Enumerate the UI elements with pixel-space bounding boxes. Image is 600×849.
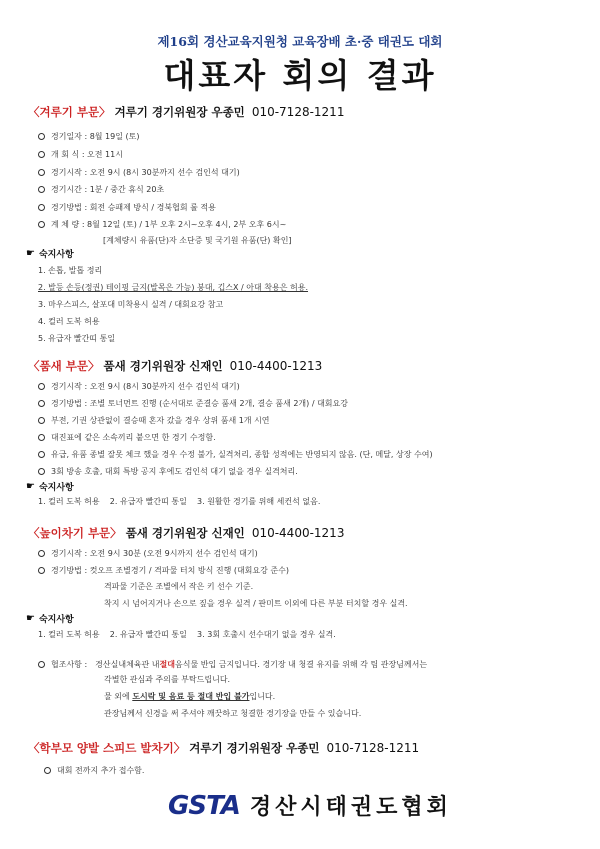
circle-bullet-icon	[38, 468, 45, 475]
circle-bullet-icon	[38, 383, 45, 390]
cooperation-text-red: 절대	[159, 660, 175, 669]
poomsae-item-text: 대진표에 같은 소속끼리 붙으면 한 경기 수정함.	[51, 433, 216, 442]
cooperation-line	[38, 659, 427, 670]
list-item	[38, 381, 240, 392]
list-item	[38, 184, 164, 195]
list-item	[38, 149, 123, 160]
note-item: 4. 컬러 도복 허용	[38, 317, 100, 326]
pointing-hand-icon: ☛	[26, 613, 35, 624]
jump-tag: 〈높이차기 부문〉	[28, 526, 122, 540]
note-item: 3. 마우스피스, 살포대 미착용시 실격 / 대회요강 참고	[38, 300, 224, 309]
jump-section-header	[28, 525, 344, 541]
page-title: 대표자 회의 결과	[163, 56, 437, 95]
sparring-item-text: 개 회 식 : 오전 11시	[51, 150, 123, 159]
cooperation-text-pre: 경산실내체육관 내	[95, 660, 160, 669]
association-name: 경산시태권도협회	[249, 795, 452, 820]
gsta-logo: GSTA	[168, 790, 240, 821]
jump-item-text: 경기시작 : 오전 9시 30분 (오전 9시까지 선수 검인석 대기)	[51, 549, 258, 558]
cooperation-line3-post: 입니다.	[249, 692, 276, 701]
circle-bullet-icon	[44, 767, 51, 774]
poomsae-item-text: 경기시작 : 오전 9시 (8시 30분까지 선수 검인석 대기)	[51, 382, 240, 391]
list-item	[38, 565, 289, 576]
note-item: 1. 컬러 도복 허용 2. 유급자 빨간띠 통일 3. 3회 호출시 선수대기 없을 경우 실격.	[38, 630, 336, 639]
poomsae-section-header	[28, 358, 322, 374]
pointing-hand-icon: ☛	[26, 248, 35, 259]
poomsae-item-text: 부전, 기권 상관없이 결승때 혼자 갔을 경우 상위 품새 1개 시연	[51, 416, 270, 425]
sparring-tag: 〈겨루기 부문〉	[28, 105, 111, 119]
weigh-in-note: [계체량시 유품(단)자 소단증 및 국기원 유품(단) 확인]	[103, 236, 292, 245]
circle-bullet-icon	[38, 186, 45, 193]
list-item	[38, 466, 298, 477]
cooperation-line-4: 관장님께서 신경을 써 주셔야 깨끗하고 청결한 경기장을 만들 수 있습니다.	[104, 709, 362, 718]
parents-tag: 〈학부모 양발 스피드 발차기〉	[28, 741, 186, 755]
list-item	[38, 449, 433, 460]
cooperation-line-3	[104, 691, 275, 702]
list-item	[38, 202, 216, 213]
list-item	[38, 415, 270, 426]
cooperation-line-2: 각별한 관심과 주의를 부탁드립니다.	[104, 675, 231, 684]
list-item	[38, 432, 216, 443]
list-item	[44, 765, 144, 776]
circle-bullet-icon	[38, 567, 45, 574]
sparring-item-text: 경기일자 : 8월 19일 (토)	[51, 132, 140, 141]
note-item: 5. 유급자 빨간띠 통일	[38, 334, 116, 343]
list-item	[38, 398, 348, 409]
poomsae-item-text: 경기방법 : 조별 토너먼트 진행 (순서대로 준결승 품새 2개, 결승 품새 2개) / 대회요강	[51, 399, 348, 408]
circle-bullet-icon	[38, 550, 45, 557]
note-item: 2. 발등 손등(정권) 테이핑 금지(발목은 가능) 붕대, 깁스X / 아대 착용은 허용.	[38, 283, 309, 292]
circle-bullet-icon	[38, 451, 45, 458]
list-item	[38, 131, 139, 142]
sparring-phone: 010-7128-1211	[251, 105, 345, 119]
poomsae-phone: 010-4400-1213	[229, 359, 323, 373]
cooperation-line3-pre: 물 외에	[104, 692, 133, 701]
cooperation-line3-underlined: 도시락 및 음료 등 절대 반입 불가	[132, 692, 250, 701]
poomsae-item-text: 유급, 유품 종별 잘못 체크 했을 경우 수정 불가, 실격처리, 종합 성적에는 반영되지 않음. (단, 메달, 상장 수여)	[51, 450, 433, 459]
circle-bullet-icon	[38, 133, 45, 140]
parents-item-text: 대회 전까지 추가 접수함.	[57, 766, 145, 775]
jump-sub-line: 격파물 기준은 조별에서 작은 키 선수 기준.	[104, 582, 254, 591]
note-item: 1. 컬러 도복 허용 2. 유급자 빨간띠 통일 3. 원활한 경기를 위해 세컨석 없음.	[38, 497, 321, 506]
pointing-hand-icon: ☛	[26, 481, 35, 492]
jump-phone: 010-4400-1213	[251, 526, 345, 540]
footer-logo	[168, 790, 452, 821]
sparring-head: 겨루기 경기위원장 우종민	[114, 105, 245, 119]
poomsae-tag: 〈품새 부문〉	[28, 359, 100, 373]
event-subtitle: 제16회 경산교육지원청 교육장배 초·중 태권도 대회	[157, 34, 443, 49]
sparring-section-header	[28, 104, 344, 120]
circle-bullet-icon	[38, 151, 45, 158]
circle-bullet-icon	[38, 221, 45, 228]
list-item	[38, 548, 258, 559]
poomsae-item-text: 3회 방송 호출, 대회 특방 공지 후에도 검인석 대기 없을 경우 실격처리.	[51, 467, 298, 476]
note-item: 1. 손톱, 발톱 정리	[38, 266, 103, 275]
circle-bullet-icon	[38, 417, 45, 424]
list-item	[38, 167, 240, 178]
poomsae-notes-title: ☛ 숙지사항	[26, 481, 74, 493]
poomsae-head: 품새 경기위원장 신재인	[103, 359, 223, 373]
jump-item-text: 경기방법 : 컷오프 조별경기 / 격파물 터치 방식 진행 (대회요강 준수)	[51, 566, 289, 575]
list-item	[38, 219, 286, 230]
parents-phone: 010-7128-1211	[326, 741, 420, 755]
circle-bullet-icon	[38, 169, 45, 176]
jump-head: 품새 경기위원장 신재인	[125, 526, 245, 540]
sparring-item-text: 경기방법 : 회전 승패제 방식 / 경북협회 룰 적용	[51, 203, 216, 212]
sparring-item-text: 계 체 량 : 8월 12일 (토) / 1부 오후 2시~오후 4시, 2부 오후 6시~	[51, 220, 287, 229]
cooperation-text-post: 음식물 반입 금지입니다. 경기장 내 청결 유지를 위해 각 팀 관장님께서는	[175, 660, 428, 669]
parents-head: 겨루기 경기위원장 우종민	[189, 741, 320, 755]
jump-sub-line: 착지 시 넘어지거나 손으로 짚을 경우 실격 / 판미트 이외에 다른 부분 터치할 경우 실격.	[104, 599, 408, 608]
circle-bullet-icon	[38, 400, 45, 407]
circle-bullet-icon	[38, 204, 45, 211]
sparring-item-text: 경기시작 : 오전 9시 (8시 30분까지 선수 검인석 대기)	[51, 168, 240, 177]
circle-bullet-icon	[38, 661, 45, 668]
parents-section-header	[28, 740, 419, 756]
circle-bullet-icon	[38, 434, 45, 441]
sparring-item-text: 경기시간 : 1분 / 중간 휴식 20초	[51, 185, 165, 194]
cooperation-label: 협조사항 :	[51, 660, 88, 669]
sparring-notes-title: ☛ 숙지사항	[26, 248, 74, 260]
jump-notes-title: ☛ 숙지사항	[26, 613, 74, 625]
